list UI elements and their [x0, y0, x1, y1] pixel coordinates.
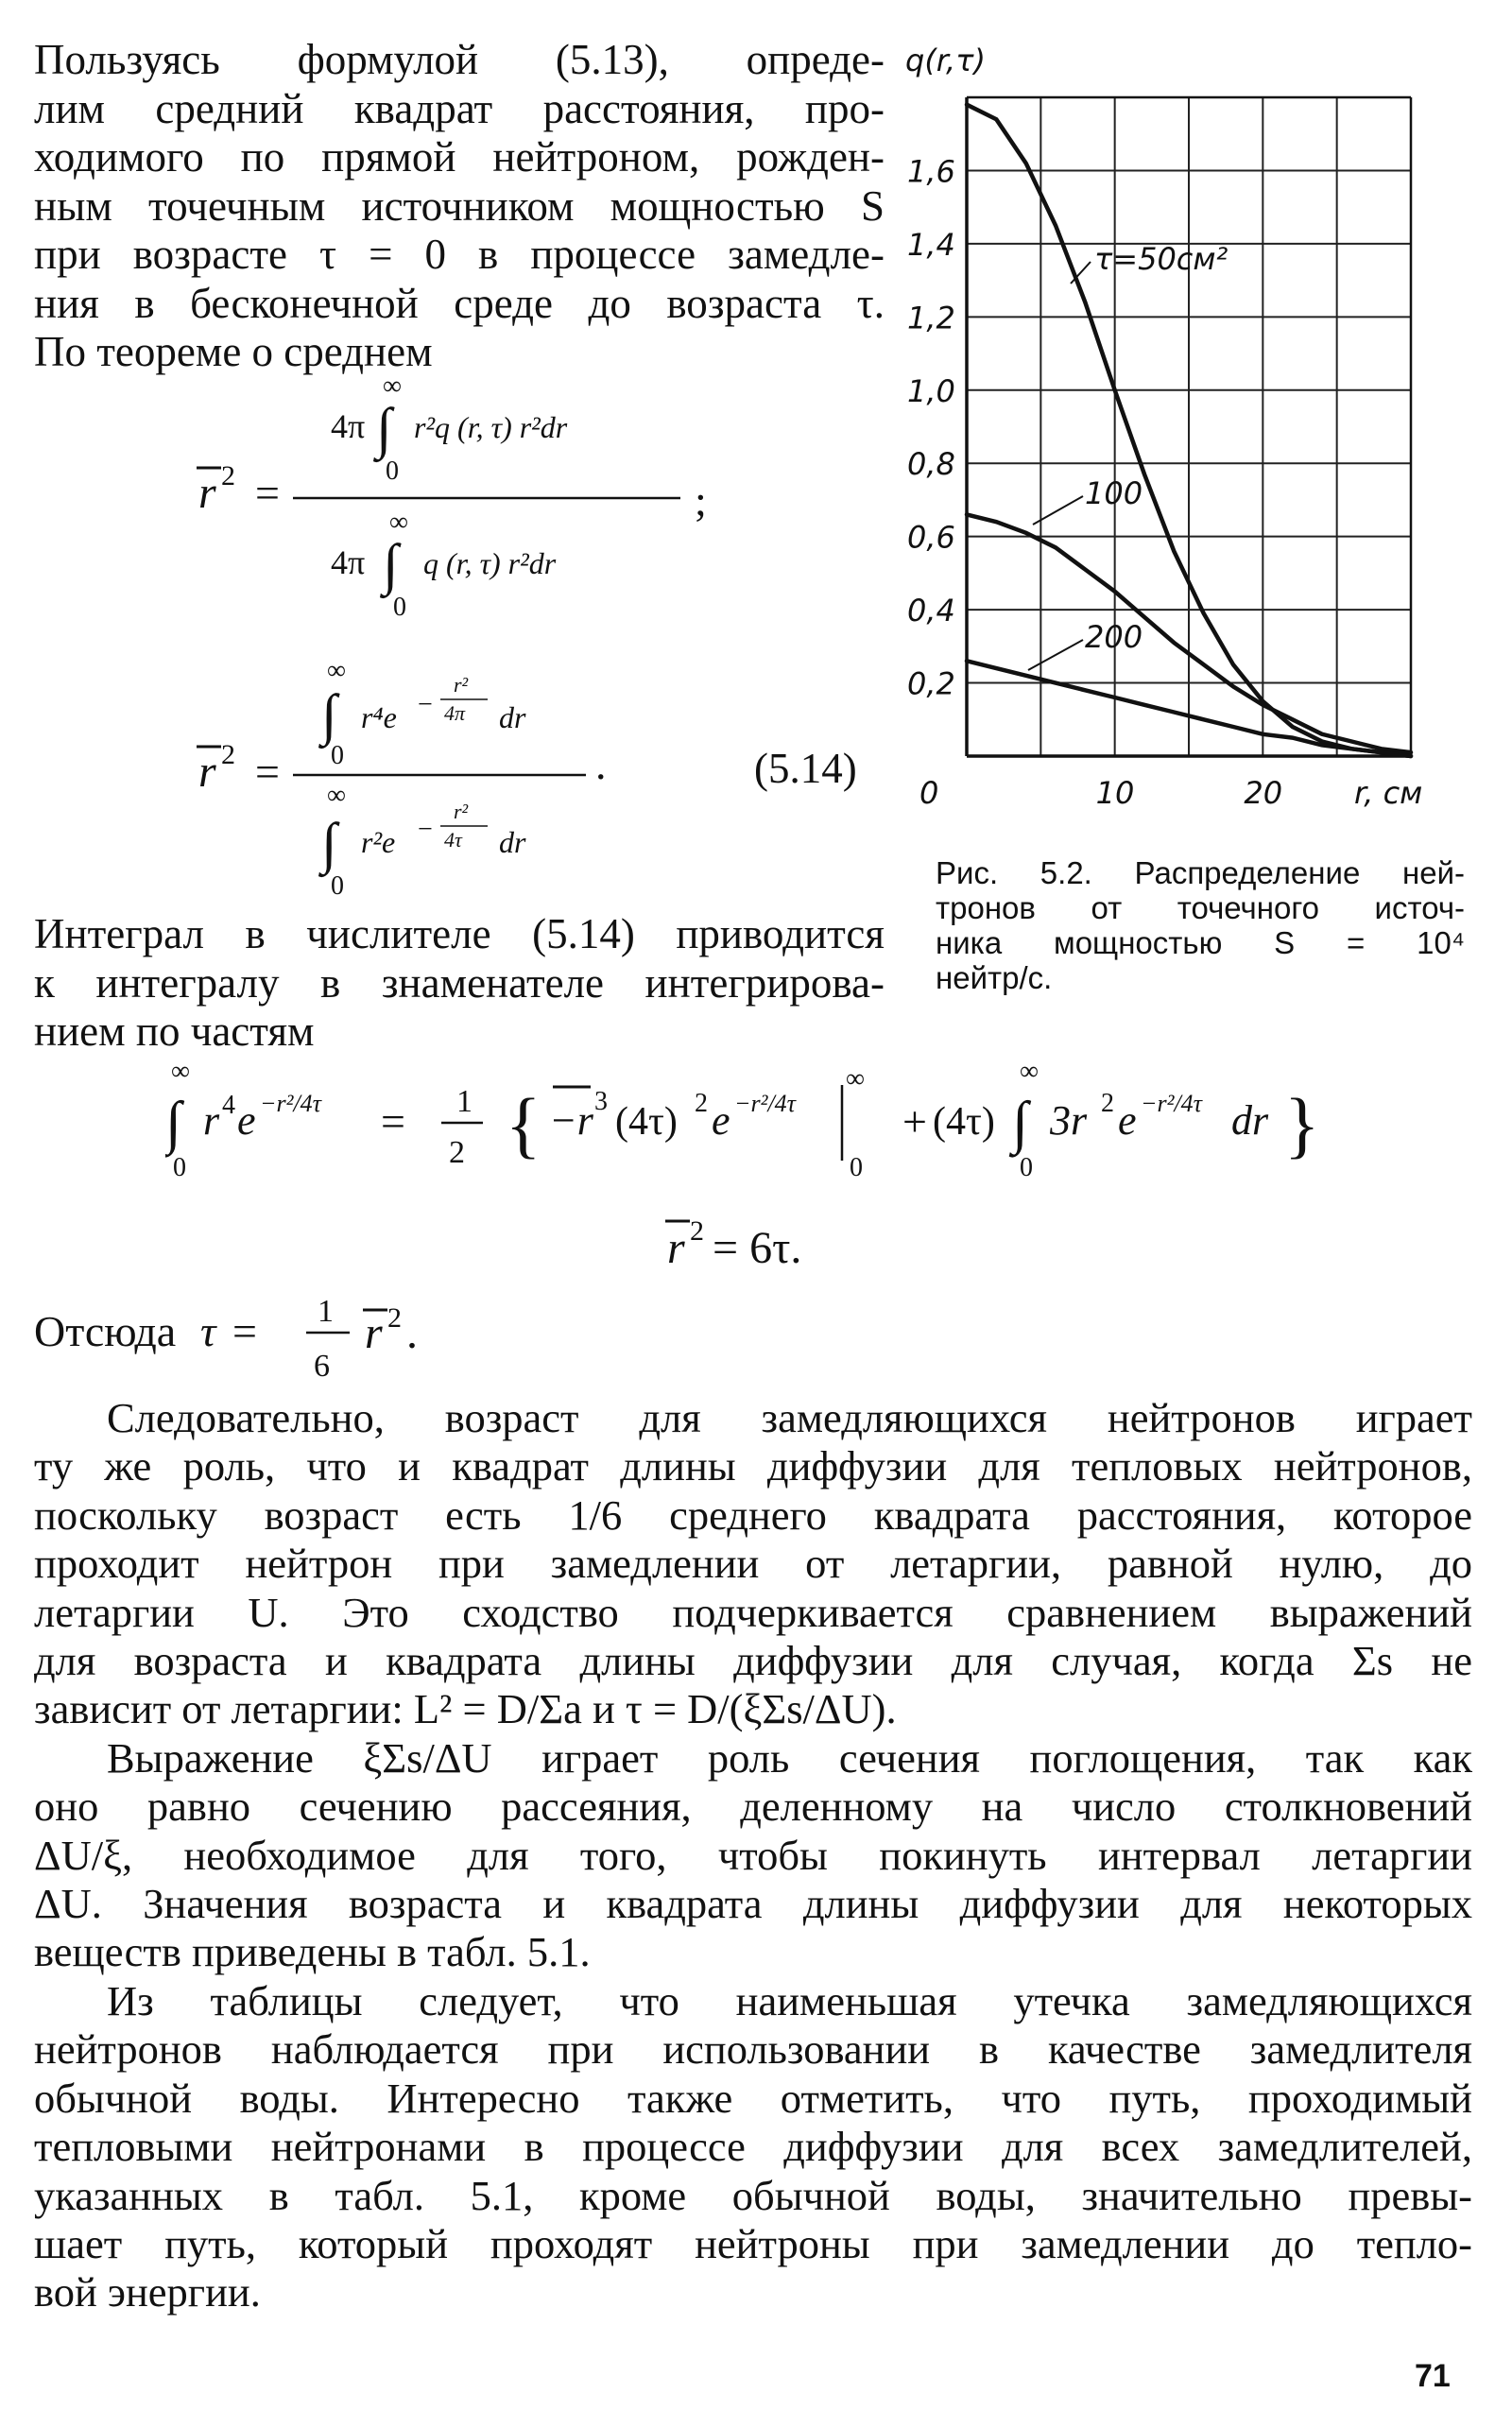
body-line: веществ приведены в табл. 5.1.: [34, 1928, 591, 1976]
formula1-den-integrand: q (r, τ) r²dr: [423, 546, 557, 580]
formula3-upper: ∞: [171, 1059, 190, 1086]
curve-label: τ=50см²: [1094, 241, 1228, 277]
formula1-num-coef: 4π: [331, 407, 366, 445]
formula3-t2-e: e: [1118, 1097, 1137, 1144]
formula3-rbrace: }: [1284, 1083, 1320, 1165]
curve-label: 100: [1085, 475, 1143, 511]
y-axis-label: q(r,τ): [905, 43, 986, 78]
formula2-period: .: [595, 740, 607, 788]
formula3-t2-exp: −r²/4τ: [1141, 1090, 1202, 1117]
y-tick-label: 1,6: [907, 153, 955, 190]
formula4-exp: 2: [690, 1215, 704, 1247]
formula3-t2-lower: 0: [1020, 1153, 1033, 1182]
y-tick-label: 1,2: [907, 300, 955, 336]
page-number: 71: [1415, 2358, 1451, 2394]
formula2-den-minus: −: [418, 815, 433, 844]
formula3-t1-lower: 0: [850, 1153, 863, 1182]
formula2-num-upper: ∞: [327, 656, 346, 685]
formula1-num-lower: 0: [386, 456, 399, 486]
body-line: Выражение ξΣs/ΔU играет роль сечения поглощения, так как: [107, 1733, 1472, 1782]
integration-paragraph: [34, 910, 885, 1057]
figure-5-2: [905, 43, 1472, 808]
formula3-t2-pow: 2: [1101, 1089, 1114, 1118]
formula3-plus: +: [902, 1097, 927, 1145]
formula2-num-minus: −: [418, 690, 433, 719]
formula2-den-dr: dr: [499, 825, 526, 859]
curve-label-leader: [1028, 640, 1083, 670]
formula3-t1-b-pow: 2: [695, 1089, 708, 1118]
formula2-num-base: r⁴e: [361, 700, 397, 734]
x-tick-label: 10: [1095, 775, 1135, 808]
formula3-t2-coef: (4τ): [933, 1100, 995, 1144]
y-tick-label: 1,0: [907, 372, 955, 409]
formula3-lower: 0: [173, 1153, 186, 1182]
formula3-eq: =: [381, 1097, 405, 1145]
formula-mean-square: [189, 373, 775, 638]
body-line: поскольку возраст есть 1/6 среднего квадрата расстояния, которое: [34, 1490, 1472, 1539]
body-line: Следовательно, возраст для замедляющихся нейтронов играет: [107, 1394, 1472, 1441]
integration-line: нием по частям: [34, 1007, 315, 1055]
formula1-eq: =: [255, 469, 280, 517]
integration-line: к интегралу в знаменателе интегрирова-: [34, 958, 885, 1007]
formula2-num-int: ∫: [321, 683, 337, 746]
formula-integration-by-parts: [165, 1059, 1347, 1191]
integration-line: Интеграл в числителе (5.14) приводится: [34, 910, 885, 957]
formula3-t1-upper: ∞: [846, 1064, 865, 1094]
body-line: Из таблицы следует, что наименьшая утечка замедляющихся: [107, 1976, 1472, 2024]
formula2-lhs: r: [198, 747, 216, 797]
formula5-tau: τ: [200, 1307, 216, 1355]
caption-line: нейтр/с.: [936, 960, 1053, 995]
formula3-lhs-pow: 4: [222, 1091, 235, 1120]
body-line: ту же роль, что и квадрат длины диффузии для тепловых нейтронов,: [34, 1442, 1472, 1490]
caption-line: ника мощностью S = 10⁴: [936, 925, 1465, 960]
body-line: оно равно сечению рассеяния, деленному на число столкновений: [34, 1782, 1472, 1831]
formula3-t2-upper: ∞: [1020, 1059, 1039, 1086]
caption-line: Рис. 5.2. Распределение ней-: [936, 855, 1465, 890]
formula2-den-lower: 0: [331, 871, 344, 901]
body-line: летаргии U. Это сходство подчеркивается сравнением выражений: [34, 1588, 1472, 1636]
formula5-den: 6: [314, 1349, 330, 1384]
formula3-lhs-base: r: [203, 1097, 220, 1144]
formula3-lhs-e: e: [237, 1097, 256, 1144]
body-line: для возраста и квадрата длины диффузии для случая, когда Σs не: [34, 1637, 1472, 1685]
formula2-num-exp-den: 4π: [444, 701, 466, 725]
formula2-den-exp-den: 4τ: [444, 828, 462, 852]
formula5-prefix: Отсюда: [34, 1307, 177, 1355]
formula2-num-exp-num: r²: [454, 673, 469, 697]
formula1-exp: 2: [221, 460, 235, 491]
formula2-num-lower: 0: [331, 741, 344, 770]
formula1-den-int: ∫: [383, 533, 399, 595]
body-line: тепловыми нейтронами в процессе диффузии для всех замедлителей,: [34, 2123, 1472, 2171]
formula3-t1-e: e: [712, 1097, 730, 1144]
intro-line: ния в бесконечной среде до возраста τ.: [34, 279, 885, 327]
chart-grid: [967, 97, 1411, 756]
formula1-num-upper: ∞: [383, 373, 402, 401]
formula2-num-dr: dr: [499, 700, 526, 734]
caption-line: тронов от точечного источ-: [936, 890, 1465, 925]
formula1-semicolon: ;: [695, 476, 707, 525]
intro-line: лим средний квадрат расстояния, про-: [34, 84, 885, 132]
formula3-t1-exp: −r²/4τ: [734, 1090, 796, 1117]
body-line: ΔU/ξ, необходимое для того, чтобы покинуть интервал летаргии: [34, 1831, 1472, 1879]
formula2-exp: 2: [221, 739, 235, 770]
formula2-eq: =: [255, 748, 280, 796]
y-tick-label: 0,8: [907, 446, 955, 483]
formula4-rhs: = 6τ.: [713, 1223, 802, 1273]
body-text: [34, 1394, 1472, 2317]
formula4-lhs: r: [667, 1223, 685, 1273]
y-tick-label: 1,4: [907, 226, 955, 263]
intro-line: Пользуясь формулой (5.13), опреде-: [34, 36, 885, 83]
chart-labels: [905, 43, 1422, 808]
formula1-den-coef: 4π: [331, 543, 366, 581]
body-line: шает путь, который проходят нейтроны при замедлении до тепло-: [34, 2219, 1472, 2267]
formula5-num: 1: [318, 1294, 334, 1329]
formula3-t2-int: ∫: [1012, 1091, 1028, 1155]
body-line: указанных в табл. 5.1, кроме обычной воды, значительно превы-: [34, 2171, 1472, 2219]
curve-label: 200: [1085, 619, 1143, 655]
formula-mean-square-result: [662, 1200, 945, 1285]
formula2-den-upper: ∞: [327, 781, 346, 810]
formula1-num-integrand: r²q (r, τ) r²dr: [414, 410, 568, 444]
intro-line: ным точечным источником мощностью S: [34, 181, 885, 230]
figure-caption: [936, 855, 1465, 995]
formula-5-14: [189, 652, 888, 903]
formula3-lhs-exp: −r²/4τ: [260, 1090, 321, 1117]
body-line: обычной воды. Интересно также отметить, что путь, проходимый: [34, 2074, 1472, 2122]
formula3-int: ∫: [165, 1091, 181, 1155]
formula1-den-upper: ∞: [389, 508, 408, 537]
formula5-r: r: [365, 1308, 383, 1358]
formula2-den-exp-num: r²: [454, 800, 469, 823]
body-line: проходит нейтрон при замедлении от летаргии, равной нулю, до: [34, 1540, 1472, 1588]
intro-line: при возрасте τ = 0 в процессе замедле-: [34, 231, 885, 278]
formula3-frac-den: 2: [449, 1135, 465, 1170]
formula3-t2-int-body: 3r: [1050, 1097, 1088, 1144]
formula3-frac-num: 1: [456, 1084, 472, 1119]
formula2-den-base: r²e: [361, 825, 396, 859]
x-tick-label: 20: [1244, 775, 1283, 808]
body-line: зависит от летаргии: L² = D/Σa и τ = D/(ξΣs/ΔU).: [34, 1685, 897, 1733]
formula-tau: [34, 1285, 525, 1389]
body-line: нейтронов наблюдается при использовании в качестве замедлителя: [34, 2025, 1472, 2074]
body-line: ΔU. Значения возраста и квадрата длины диффузии для некоторых: [34, 1880, 1472, 1928]
intro-line: По теореме о среднем: [34, 328, 433, 375]
y-tick-label: 0,6: [907, 519, 955, 556]
y-tick-label: 0,2: [907, 665, 955, 702]
x-tick-label: 0: [919, 775, 939, 808]
chart-svg: [905, 43, 1472, 808]
formula3-t1: −r: [549, 1097, 593, 1144]
formula5-end: .: [406, 1308, 418, 1358]
formula5-eq: =: [232, 1307, 257, 1355]
formula1-num-int: ∫: [376, 397, 392, 459]
body-line: вой энергии.: [34, 2268, 261, 2316]
formula3-t2-dr: dr: [1231, 1097, 1269, 1144]
intro-paragraph: [34, 36, 885, 377]
formula3-t1-pow: 3: [594, 1087, 608, 1116]
x-axis-label: r, см: [1354, 775, 1423, 808]
formula5-exp: 2: [387, 1302, 402, 1334]
formula3-t1-b: (4τ): [615, 1100, 678, 1144]
formula1-lhs: r: [198, 468, 216, 518]
formula2-den-int: ∫: [321, 812, 337, 874]
formula3-lbrace: {: [506, 1083, 541, 1165]
intro-line: ходимого по прямой нейтроном, рожден-: [34, 133, 885, 181]
equation-number: (5.14): [754, 745, 857, 792]
formula1-den-lower: 0: [393, 593, 406, 622]
y-tick-label: 0,4: [907, 593, 955, 629]
